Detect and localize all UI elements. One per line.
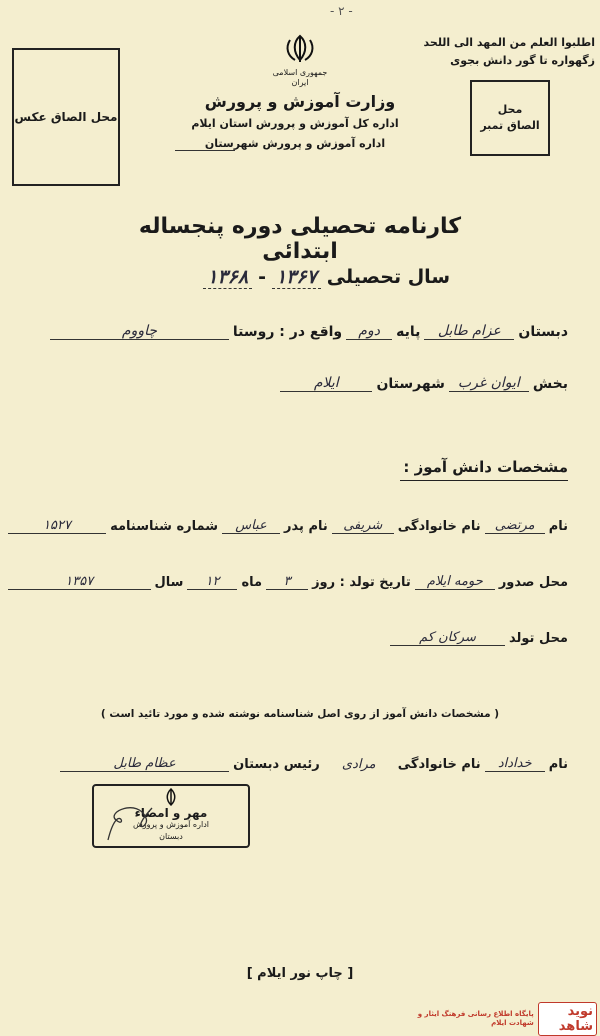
official-seal bbox=[92, 784, 250, 848]
county-value: ایلام bbox=[280, 375, 372, 392]
grade-value: دوم bbox=[346, 323, 392, 340]
city-line bbox=[175, 150, 235, 151]
issue-label: محل صدور bbox=[498, 575, 568, 590]
city-office: اداره آموزش و پرورش شهرستان bbox=[204, 137, 386, 150]
corner-mark: - ۲ - bbox=[330, 4, 353, 18]
family-value: شریفی bbox=[332, 518, 394, 534]
county-label: شهرستان bbox=[376, 376, 445, 392]
name-value: مرتضی bbox=[485, 518, 545, 534]
name-label: نام bbox=[548, 519, 568, 534]
school-label: دبستان bbox=[518, 324, 568, 340]
year-label: سال bbox=[154, 575, 184, 590]
sig-name-value: خداداد bbox=[485, 756, 545, 772]
sig-family-value: مرادی bbox=[341, 757, 376, 772]
seal-emblem-icon bbox=[160, 788, 182, 806]
village-value: چاووم bbox=[50, 323, 229, 340]
academic-year-row: سال تحصیلی ۱۳۶۷ - ۱۳۶۸ bbox=[140, 262, 450, 292]
academic-year-label: سال تحصیلی bbox=[326, 266, 450, 288]
seal-line-1: اداره آموزش و پرورش bbox=[133, 820, 209, 829]
father-value: عباس bbox=[222, 518, 280, 534]
dob-year: ۱۳۵۷ bbox=[8, 574, 151, 590]
academic-year-to: ۱۳۶۸ bbox=[203, 266, 252, 289]
grade-label: پایه bbox=[396, 324, 421, 340]
watermark bbox=[405, 1004, 597, 1034]
verification-note: ( مشخصات دانش آموز از روی اصل شناسنامه نوشته شده و مورد تائید است ) bbox=[100, 708, 500, 720]
issue-dob-row bbox=[8, 566, 568, 590]
principal-label: رئیس دبستان bbox=[233, 757, 320, 772]
dob-label: تاریخ تولد : روز bbox=[312, 575, 411, 590]
watermark-text: پایگاه اطلاع رسانی فرهنگ ایثار و شهادت ایلام bbox=[417, 1010, 534, 1027]
seal-line-2: دبستان bbox=[159, 832, 183, 841]
location-label: واقع در : روستا bbox=[232, 324, 343, 340]
birthplace-row bbox=[390, 622, 568, 646]
emblem-caption: جمهوری اسلامی ایران bbox=[272, 68, 328, 87]
iran-emblem-icon bbox=[283, 34, 317, 64]
quote-line-1: اطلبوا العلم من المهد الی اللحد bbox=[423, 36, 595, 49]
stamp-box-label-2: الصاق تمبر bbox=[480, 119, 540, 132]
month-label: ماه bbox=[241, 575, 263, 590]
school-row bbox=[50, 316, 568, 340]
photo-box bbox=[12, 48, 120, 186]
dob-month: ۱۲ bbox=[187, 574, 237, 590]
stamp-box bbox=[470, 80, 550, 156]
quote-line-2: زگهواره تا گور دانش بجوی bbox=[450, 54, 595, 67]
id-value: ۱۵۲۷ bbox=[8, 518, 106, 534]
sig-name-label: نام bbox=[548, 757, 568, 772]
province-office: اداره کل آموزش و پرورش استان ایلام bbox=[191, 117, 399, 130]
district-label: بخش bbox=[532, 376, 568, 392]
seal-heading: مهر و امضاء bbox=[134, 806, 208, 820]
printer-credit: [ چاپ نور ایلام ] bbox=[246, 966, 354, 981]
signature-scribble-icon bbox=[98, 790, 158, 846]
emblem bbox=[270, 34, 330, 88]
father-label: نام پدر bbox=[284, 519, 328, 534]
id-label: شماره شناسنامه bbox=[110, 519, 219, 534]
stamp-box-label-1: محل bbox=[497, 102, 523, 116]
dob-day: ۳ bbox=[266, 574, 308, 590]
ministry-title: وزارت آموزش و پرورش bbox=[204, 92, 396, 111]
watermark-brand: نوید شاهد bbox=[538, 1002, 597, 1036]
signature-row bbox=[60, 748, 568, 772]
district-value: ایوان غرب bbox=[449, 375, 529, 392]
photo-box-label: محل الصاق عکس bbox=[14, 110, 118, 124]
academic-year-from: ۱۳۶۷ bbox=[272, 266, 321, 289]
family-label: نام خانوادگی bbox=[397, 519, 481, 534]
principal-value: عظام طابل bbox=[60, 756, 229, 772]
district-row bbox=[280, 368, 568, 392]
birthplace-label: محل تولد bbox=[509, 631, 568, 646]
student-name-row bbox=[8, 510, 568, 534]
birthplace-value: سرکان کم bbox=[390, 630, 505, 646]
document-title: کارنامه تحصیلی دوره پنجساله ابتدائی bbox=[138, 214, 462, 264]
student-heading: مشخصات دانش آموز : bbox=[400, 458, 568, 481]
issue-value: حومه ایلام bbox=[415, 574, 495, 590]
sig-family-label: نام خانوادگی bbox=[397, 757, 481, 772]
school-value: عزام طابل bbox=[424, 323, 514, 340]
